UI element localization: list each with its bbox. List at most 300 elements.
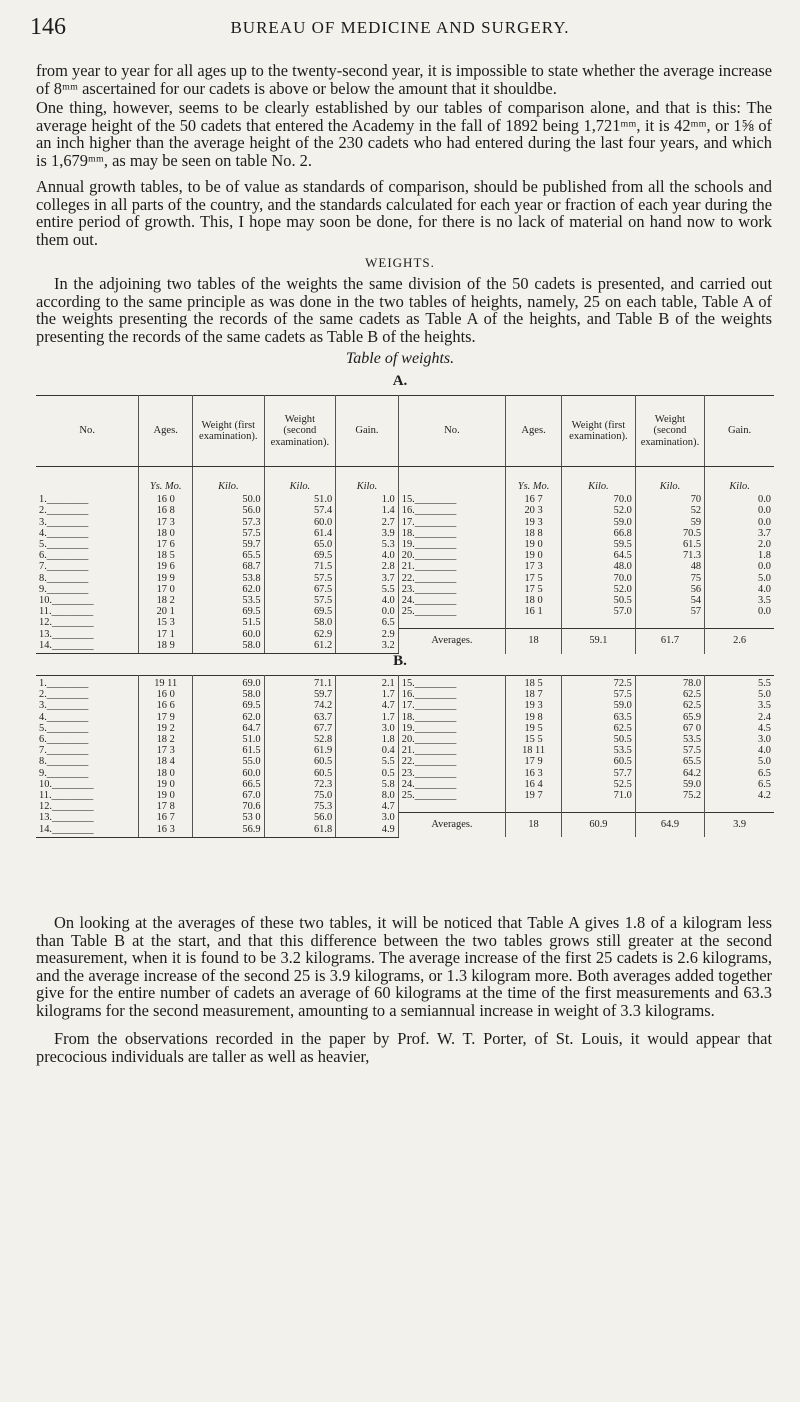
gain-cell: 5.8: [336, 779, 399, 790]
age-cell: 18 9: [139, 640, 193, 654]
gain-cell: 3.0: [336, 812, 399, 823]
weight-second-cell: 65.0: [264, 539, 336, 550]
weight-second-cell: 75: [635, 573, 704, 584]
empty-cell: [506, 801, 562, 812]
average-weight-first: 60.9: [562, 812, 636, 837]
table-row: [36, 712, 774, 723]
col-ages: Ages.: [139, 396, 193, 467]
row-number: 1.________: [36, 676, 139, 690]
weight-second-cell: 75.3: [264, 801, 336, 812]
row-number: 15.________: [398, 492, 505, 505]
weight-second-cell: 67 0: [635, 723, 704, 734]
age-cell: 19 11: [139, 676, 193, 690]
gain-cell: 1.7: [336, 712, 399, 723]
weight-second-cell: 48: [635, 561, 704, 572]
gain-cell: 5.0: [758, 572, 771, 584]
weight-first-cell: 48.0: [562, 561, 636, 572]
gain-cell: 4.0: [336, 595, 399, 606]
table-b-label: B.: [393, 653, 407, 669]
gain-cell: 3.0: [336, 723, 399, 734]
average-gain: 3.9: [705, 812, 774, 837]
age-cell: 19 3: [506, 517, 562, 528]
weight-second-cell: 71.3: [635, 550, 704, 561]
table-row: [36, 756, 774, 767]
gain-cell: 5.5: [758, 678, 771, 689]
row-number: 8.________: [36, 573, 139, 584]
age-cell: 19 0: [506, 550, 562, 561]
gain-cell: 1.8: [336, 734, 399, 745]
weight-second-cell: 53.5: [635, 734, 704, 745]
empty-cell: [398, 617, 505, 628]
weight-second-cell: 57.4: [264, 505, 336, 516]
gain-cell: 0.0: [758, 494, 771, 506]
row-number: 14.________: [36, 640, 139, 654]
row-number: 20.________: [398, 550, 505, 561]
weight-second-cell: 60.5: [264, 756, 336, 767]
row-number: 3.________: [36, 700, 139, 711]
weight-second-cell: 65.5: [635, 756, 704, 767]
paragraph-1: from year to year for all ages up to the twenty-second year, it is impossible to state whether the average increase of 8ᵐᵐ ascertained for our cadets is above or below the amount that it shouldbe.: [36, 61, 772, 98]
weight-second-cell: 59.0: [635, 779, 704, 790]
weight-second-cell: 57.5: [264, 573, 336, 584]
row-number: 12.________: [36, 617, 139, 628]
units-kilo: Kilo.: [264, 467, 336, 493]
weight-first-cell: 70.0: [562, 492, 636, 505]
weight-second-cell: 62.5: [635, 689, 704, 700]
row-number: 22.________: [398, 573, 505, 584]
table-a-label: A.: [392, 373, 408, 389]
table-row: [36, 595, 774, 606]
gain-cell: 8.0: [336, 790, 399, 801]
age-cell: 19 0: [139, 779, 193, 790]
weight-first-cell: 53.8: [193, 573, 265, 584]
weight-second-cell: 75.0: [264, 790, 336, 801]
weight-first-cell: 50.0: [193, 492, 265, 505]
weight-second-cell: 61.2: [264, 640, 336, 654]
gain-cell: 0.4: [336, 745, 399, 756]
weight-second-cell: 56: [635, 584, 704, 595]
gain-cell: 3.2: [336, 640, 399, 654]
weight-first-cell: 50.5: [562, 595, 636, 606]
weight-first-cell: 51.0: [193, 734, 265, 745]
age-cell: 19 5: [506, 723, 562, 734]
weight-second-cell: 74.2: [264, 700, 336, 711]
weight-second-cell: 61.5: [635, 539, 704, 550]
table-row: [36, 689, 774, 700]
age-cell: 16 8: [139, 505, 193, 516]
gain-cell: 0.0: [758, 561, 771, 573]
gain-cell: 1.4: [336, 505, 399, 516]
row-number: 11.________: [36, 790, 139, 801]
gain-cell: 4.7: [336, 700, 399, 711]
weight-first-cell: 65.5: [193, 550, 265, 561]
weight-first-cell: 53 0: [193, 812, 265, 823]
row-number: 18.________: [398, 528, 505, 539]
empty-cell: [506, 617, 562, 628]
weight-second-cell: 70.5: [635, 528, 704, 539]
weight-second-cell: 69.5: [264, 606, 336, 617]
row-number: 2.________: [36, 505, 139, 516]
weight-first-cell: 69.5: [193, 606, 265, 617]
weight-first-cell: 56.9: [193, 824, 265, 838]
age-cell: 18 0: [506, 595, 562, 606]
average-weight-second: 61.7: [635, 629, 704, 654]
empty-cell: [705, 801, 774, 812]
row-number: 21.________: [398, 561, 505, 572]
empty-cell: [562, 801, 636, 812]
gain-cell: 2.8: [336, 561, 399, 572]
table-row: [36, 617, 774, 628]
gain-cell: 0.0: [336, 606, 399, 617]
table-row: [36, 700, 774, 711]
row-number: 15.________: [398, 676, 505, 690]
age-cell: 16 1: [506, 606, 562, 617]
age-cell: 16 4: [506, 779, 562, 790]
table-row: [36, 561, 774, 572]
empty-cell: [562, 617, 636, 628]
weight-first-cell: 52.0: [562, 584, 636, 595]
gain-cell: 3.5: [758, 595, 771, 607]
row-number: 24.________: [398, 595, 505, 606]
paragraph-5: On looking at the averages of these two tables, it will be noticed that Table A gives 1.8 of a kilogram less than Table B at the start, and that this difference between the two tables grows still greater at the second measurement, when it is found to be 3.2 kilograms. The average increase of the first 25 cadets is 2.6 kilograms, and the average increase of the second 25 is 3.9 kilograms, or 1.3 kilogram more. Both averages added together give for the entire number of cadets an average of 60 kilograms at the time of the first measurements and 63.3 kilograms for the second measurement, amounting to a semiannual increase in weight of 3.3 kilograms.: [36, 913, 772, 1020]
age-cell: 17 9: [139, 712, 193, 723]
weight-second-cell: 63.7: [264, 712, 336, 723]
age-cell: 17 8: [139, 801, 193, 812]
running-title: BUREAU OF MEDICINE AND SURGERY.: [230, 18, 570, 37]
gain-cell: 4.2: [758, 790, 771, 802]
table-row: [36, 801, 774, 812]
age-cell: 18 5: [139, 550, 193, 561]
gain-cell: 1.0: [336, 492, 399, 505]
col-gain: Gain.: [336, 396, 399, 467]
age-cell: 18 4: [139, 756, 193, 767]
weight-second-cell: 78.0: [635, 676, 704, 690]
row-number: 17.________: [398, 700, 505, 711]
weight-second-cell: 64.2: [635, 768, 704, 779]
weight-first-cell: 69.0: [193, 676, 265, 690]
weight-first-cell: 70.0: [562, 573, 636, 584]
row-number: 5.________: [36, 539, 139, 550]
row-number: 7.________: [36, 745, 139, 756]
age-cell: 19 8: [506, 712, 562, 723]
row-number: 12.________: [36, 801, 139, 812]
weight-second-cell: 60.0: [264, 517, 336, 528]
age-cell: 18 5: [506, 676, 562, 690]
weight-second-cell: 52.8: [264, 734, 336, 745]
row-number: 16.________: [398, 689, 505, 700]
row-number: 11.________: [36, 606, 139, 617]
weight-second-cell: 60.5: [264, 768, 336, 779]
col-no: No.: [398, 396, 505, 467]
row-number: 23.________: [398, 768, 505, 779]
weight-first-cell: 52.5: [562, 779, 636, 790]
gain-cell: 2.0: [758, 539, 771, 551]
table-row: [36, 812, 774, 823]
row-number: 1.________: [36, 492, 139, 505]
row-number: 21.________: [398, 745, 505, 756]
row-number: 10.________: [36, 779, 139, 790]
weight-second-cell: 71.1: [264, 676, 336, 690]
units-kilo: Kilo.: [336, 467, 399, 493]
weight-second-cell: 51.0: [264, 492, 336, 505]
weight-second-cell: 61.8: [264, 824, 336, 838]
weight-first-cell: 62.5: [562, 723, 636, 734]
gain-cell: 4.0: [336, 550, 399, 561]
table-row: [36, 606, 774, 617]
table-row: [36, 676, 774, 690]
weight-first-cell: 58.0: [193, 640, 265, 654]
row-number: 6.________: [36, 734, 139, 745]
paragraph-2: One thing, however, seems to be clearly established by our tables of comparison alone, and that is this: The average height of the 50 cadets that entered the Academy in the fall of 1892 being 1,721ᵐᵐ, it is 42ᵐᵐ, or 1⅝ of an inch higher than the average height of the 230 cadets who had entered during the last four years, and which is 1,679ᵐᵐ, as may be seen on table No. 2.: [36, 98, 772, 170]
gain-cell: 4.9: [336, 824, 399, 838]
weight-second-cell: 57.5: [635, 745, 704, 756]
weight-first-cell: 62.0: [193, 712, 265, 723]
weight-first-cell: 69.5: [193, 700, 265, 711]
gain-cell: 3.7: [336, 573, 399, 584]
col-weight-second: Weight (second examination).: [635, 396, 704, 467]
gain-cell: 3.9: [336, 528, 399, 539]
gain-cell: 2.9: [336, 629, 399, 640]
table-a: [36, 395, 774, 654]
weights-heading: WEIGHTS.: [365, 255, 435, 270]
weight-first-cell: 57.5: [562, 689, 636, 700]
average-age: 18: [506, 629, 562, 654]
table-row: [36, 492, 774, 505]
weight-first-cell: 67.0: [193, 790, 265, 801]
weight-first-cell: 62.0: [193, 584, 265, 595]
gain-cell: 0.0: [758, 505, 771, 517]
averages-label: Averages.: [398, 812, 505, 837]
weight-first-cell: 63.5: [562, 712, 636, 723]
table-caption: Table of weights.: [345, 350, 455, 367]
row-number: 13.________: [36, 629, 139, 640]
table-row: [36, 528, 774, 539]
age-cell: 17 3: [139, 745, 193, 756]
row-number: 22.________: [398, 756, 505, 767]
age-cell: 17 3: [139, 517, 193, 528]
age-cell: 17 3: [506, 561, 562, 572]
row-number: 2.________: [36, 689, 139, 700]
weight-second-cell: 57.5: [264, 595, 336, 606]
weight-first-cell: 60.5: [562, 756, 636, 767]
gain-cell: 0.5: [336, 768, 399, 779]
age-cell: 15 5: [506, 734, 562, 745]
average-gain: 2.6: [705, 629, 774, 654]
weight-second-cell: 75.2: [635, 790, 704, 801]
units-kilo: Kilo.: [635, 467, 704, 493]
weight-second-cell: 69.5: [264, 550, 336, 561]
weight-first-cell: 66.5: [193, 779, 265, 790]
gain-cell: 6.5: [758, 767, 771, 779]
average-weight-first: 59.1: [562, 629, 636, 654]
weight-first-cell: 53.5: [562, 745, 636, 756]
row-number: 23.________: [398, 584, 505, 595]
units-kilo: Kilo.: [562, 467, 636, 493]
table-row: [36, 539, 774, 550]
row-number: 18.________: [398, 712, 505, 723]
weight-first-cell: 52.0: [562, 505, 636, 516]
row-number: 7.________: [36, 561, 139, 572]
weight-first-cell: 72.5: [562, 676, 636, 690]
weight-first-cell: 55.0: [193, 756, 265, 767]
row-number: 9.________: [36, 768, 139, 779]
empty-cell: [635, 617, 704, 628]
table-row: [36, 723, 774, 734]
gain-cell: 2.7: [336, 517, 399, 528]
age-cell: 19 3: [506, 700, 562, 711]
weight-second-cell: 52: [635, 505, 704, 516]
page-header: [30, 14, 770, 44]
units-kilo: Kilo.: [729, 481, 750, 492]
table-row: [36, 768, 774, 779]
weight-second-cell: 62.9: [264, 629, 336, 640]
weight-first-cell: 66.8: [562, 528, 636, 539]
row-number: 16.________: [398, 505, 505, 516]
gain-cell: 3.0: [758, 734, 771, 746]
weight-first-cell: 59.0: [562, 517, 636, 528]
row-number: 8.________: [36, 756, 139, 767]
row-number: 25.________: [398, 790, 505, 801]
weight-first-cell: 51.5: [193, 617, 265, 628]
age-cell: 16 6: [139, 700, 193, 711]
weight-second-cell: 61.4: [264, 528, 336, 539]
gain-cell: 5.5: [336, 584, 399, 595]
weight-second-cell: 58.0: [264, 617, 336, 628]
weight-second-cell: 59: [635, 517, 704, 528]
paragraph-6: From the observations recorded in the paper by Prof. W. T. Porter, of St. Louis, it would appear that precocious individuals are taller as well as heavier,: [36, 1029, 772, 1066]
table-b: [36, 675, 774, 838]
weight-first-cell: 64.7: [193, 723, 265, 734]
row-number: 25.________: [398, 606, 505, 617]
gain-cell: 1.8: [758, 550, 771, 562]
weight-second-cell: 71.5: [264, 561, 336, 572]
gain-cell: 4.7: [336, 801, 399, 812]
weight-first-cell: 58.0: [193, 689, 265, 700]
units-ages: Ys. Mo.: [139, 467, 193, 493]
age-cell: 19 9: [139, 573, 193, 584]
gain-cell: 5.3: [336, 539, 399, 550]
age-cell: 16 7: [506, 492, 562, 505]
table-row: [36, 505, 774, 516]
age-cell: 16 3: [506, 768, 562, 779]
row-number: 4.________: [36, 712, 139, 723]
col-no: No.: [36, 396, 139, 467]
weight-second-cell: 57: [635, 606, 704, 617]
age-cell: 18 2: [139, 595, 193, 606]
weight-second-cell: 70: [635, 492, 704, 505]
empty-cell: [398, 801, 505, 812]
weight-first-cell: 53.5: [193, 595, 265, 606]
gain-cell: 4.0: [758, 745, 771, 757]
age-cell: 17 0: [139, 584, 193, 595]
row-number: 5.________: [36, 723, 139, 734]
row-number: 19.________: [398, 723, 505, 734]
average-weight-second: 64.9: [635, 812, 704, 837]
weight-second-cell: 56.0: [264, 812, 336, 823]
age-cell: 15 3: [139, 617, 193, 628]
weight-second-cell: 61.9: [264, 745, 336, 756]
weight-first-cell: 68.7: [193, 561, 265, 572]
age-cell: 18 2: [139, 734, 193, 745]
table-row: [36, 573, 774, 584]
weight-first-cell: 70.6: [193, 801, 265, 812]
table-row: [36, 790, 774, 801]
page-number: 146: [30, 14, 66, 40]
weight-first-cell: 59.7: [193, 539, 265, 550]
weight-second-cell: 62.5: [635, 700, 704, 711]
weight-first-cell: 57.3: [193, 517, 265, 528]
gain-cell: 6.5: [758, 778, 771, 790]
col-gain: Gain.: [705, 396, 774, 467]
col-weight-second: Weight (second examination).: [264, 396, 336, 467]
age-cell: 20 1: [139, 606, 193, 617]
weight-second-cell: 67.7: [264, 723, 336, 734]
weight-first-cell: 61.5: [193, 745, 265, 756]
weight-second-cell: 65.9: [635, 712, 704, 723]
gain-cell: 0.0: [758, 606, 771, 618]
row-number: 9.________: [36, 584, 139, 595]
empty-cell: [635, 801, 704, 812]
gain-cell: 5.5: [336, 756, 399, 767]
table-row: [36, 629, 774, 640]
table-row: [36, 517, 774, 528]
paragraph-3: Annual growth tables, to be of value as standards of comparison, should be published from all the schools and colleges in all parts of the country, and the standards calculated for each year or fraction of each year during the entire period of growth. This, I hope may soon be done, for there is no lack of material on hand now to work them out.: [36, 177, 772, 249]
row-number: 14.________: [36, 824, 139, 838]
weight-first-cell: 57.7: [562, 768, 636, 779]
gain-cell: 4.0: [758, 583, 771, 595]
age-cell: 18 8: [506, 528, 562, 539]
col-ages: Ages.: [506, 396, 562, 467]
age-cell: 19 0: [139, 790, 193, 801]
age-cell: 17 1: [139, 629, 193, 640]
row-number: 24.________: [398, 779, 505, 790]
weight-first-cell: 64.5: [562, 550, 636, 561]
weight-first-cell: 56.0: [193, 505, 265, 516]
age-cell: 18 0: [139, 768, 193, 779]
weight-second-cell: 67.5: [264, 584, 336, 595]
weight-first-cell: 57.5: [193, 528, 265, 539]
age-cell: 17 5: [506, 584, 562, 595]
weight-first-cell: 57.0: [562, 606, 636, 617]
col-weight-first: Weight (first examination).: [193, 396, 265, 467]
gain-cell: 0.0: [758, 516, 771, 528]
age-cell: 18 7: [506, 689, 562, 700]
weight-first-cell: 59.5: [562, 539, 636, 550]
age-cell: 16 0: [139, 689, 193, 700]
gain-cell: 3.7: [758, 527, 771, 539]
age-cell: 19 7: [506, 790, 562, 801]
empty-cell: [705, 617, 774, 628]
units-ages: Ys. Mo.: [506, 467, 562, 493]
gain-cell: 1.7: [336, 689, 399, 700]
gain-cell: 5.0: [758, 689, 771, 701]
weight-first-cell: 60.0: [193, 768, 265, 779]
weight-first-cell: 50.5: [562, 734, 636, 745]
weight-first-cell: 59.0: [562, 700, 636, 711]
row-number: 3.________: [36, 517, 139, 528]
age-cell: 19 2: [139, 723, 193, 734]
averages-label: Averages.: [398, 629, 505, 654]
table-row: [36, 550, 774, 561]
gain-cell: 2.1: [336, 676, 399, 690]
units-kilo: Kilo.: [193, 467, 265, 493]
age-cell: 18 0: [139, 528, 193, 539]
age-cell: 19 6: [139, 561, 193, 572]
weight-second-cell: 59.7: [264, 689, 336, 700]
age-cell: 20 3: [506, 505, 562, 516]
age-cell: 16 0: [139, 492, 193, 505]
row-number: 10.________: [36, 595, 139, 606]
